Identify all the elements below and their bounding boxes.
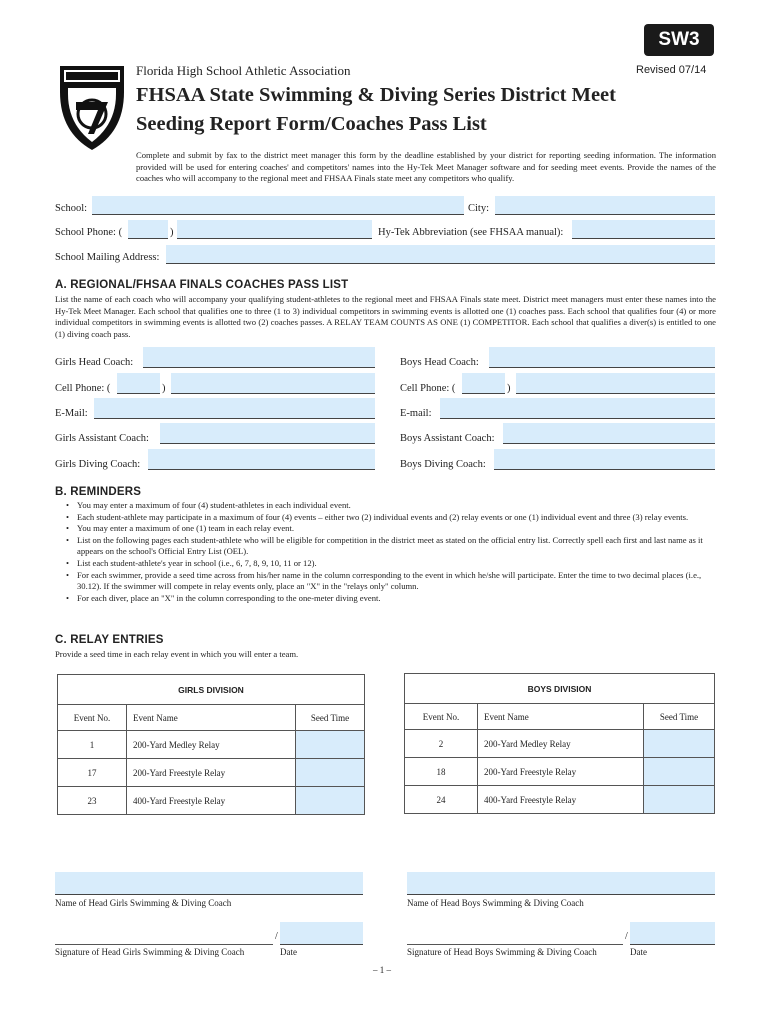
boys-email-field[interactable]: [440, 398, 715, 419]
girls-division-caption: GIRLS DIVISION: [58, 675, 365, 705]
boys-assistant-label: Boys Assistant Coach:: [400, 433, 495, 444]
reminder-item: • List on the following pages each student-athlete who will be eligible for competition in the district meet as stated on the official entry list. Correctly spell each first and last name as it appears on the school's Official Entry List (OEL).: [66, 535, 718, 558]
girls-cell-label: Cell Phone: (: [55, 383, 111, 394]
girls-signature-label: Signature of Head Girls Swimming & Diving Coach: [55, 947, 245, 957]
seed-time-input[interactable]: [296, 731, 365, 759]
hytek-field[interactable]: [572, 220, 715, 239]
girls-date-field[interactable]: [280, 922, 363, 945]
table-row: [58, 787, 365, 815]
mailing-address-field[interactable]: [166, 245, 715, 264]
boys-cell-area-field[interactable]: [462, 373, 505, 394]
girls-coach-name-label: Name of Head Girls Swimming & Diving Coach: [55, 898, 232, 908]
seed-time-input[interactable]: [296, 787, 365, 815]
school-label: School:: [55, 203, 88, 214]
boys-cell-label: Cell Phone: (: [400, 383, 456, 394]
reminder-item: • For each diver, place an "X" in the column corresponding to the one-meter diving event.: [66, 593, 718, 605]
hytek-label: Hy-Tek Abbreviation (see FHSAA manual):: [378, 227, 564, 238]
girls-cell-field[interactable]: [171, 373, 375, 394]
page-number: – 1 –: [373, 965, 391, 975]
girls-email-field[interactable]: [94, 398, 375, 419]
event-number: 17: [58, 759, 127, 787]
boys-signature-line[interactable]: [407, 944, 623, 945]
school-phone-area-field[interactable]: [128, 220, 168, 239]
table-row: [405, 730, 715, 758]
event-number: 18: [405, 758, 478, 786]
table-row: [405, 758, 715, 786]
section-a-heading: A. REGIONAL/FHSAA FINALS COACHES PASS LIST: [55, 279, 349, 291]
city-field[interactable]: [495, 196, 715, 215]
form-code-badge: [644, 24, 714, 56]
fhsaa-logo: [54, 62, 130, 154]
event-number: 2: [405, 730, 478, 758]
seed-time-input[interactable]: [296, 759, 365, 787]
boys-signature-label: Signature of Head Boys Swimming & Diving Coach: [407, 947, 597, 957]
table-row: [58, 731, 365, 759]
table-row: [58, 759, 365, 787]
boys-diving-field[interactable]: [494, 449, 715, 470]
event-name: 200-Yard Medley Relay: [127, 731, 296, 759]
girls-col-seed-time: Seed Time: [296, 705, 365, 731]
boys-coach-name-label: Name of Head Boys Swimming & Diving Coach: [407, 898, 584, 908]
form-title-line1: FHSAA State Swimming & Diving Series District Meet: [136, 84, 616, 106]
city-label: City:: [468, 203, 490, 214]
seed-time-input[interactable]: [644, 730, 715, 758]
section-a-text: List the name of each coach who will accompany your qualifying student-athletes to the regional meet and FHSAA Finals state meet. District meet managers must enter these names into the Hy-Tek Meet Manager. Each school that qualifies one to three (1 to 3) individual competitors in swimming events is allotted one (1) coaches pass. Each school that qualifies four (4) or more individual competitors in swimming events is allotted two (2) coaches passes. A RELAY TEAM COUNTS AS ONE (1) COMPETITOR. Each school that qualifies a diver(s) is entitled to one (1) diving coach pass.: [55, 294, 716, 339]
girls-date-slash: /: [275, 931, 278, 942]
school-field[interactable]: [92, 196, 464, 215]
event-name: 400-Yard Freestyle Relay: [478, 786, 644, 814]
revised-date: Revised 07/14: [636, 64, 707, 76]
section-c-text: Provide a seed time in each relay event in which you will enter a team.: [55, 649, 299, 659]
girls-date-label: Date: [280, 947, 297, 957]
boys-relay-table: [404, 673, 715, 814]
event-number: 23: [58, 787, 127, 815]
girls-assistant-label: Girls Assistant Coach:: [55, 433, 149, 444]
girls-col-event-name: Event Name: [127, 705, 296, 731]
event-name: 400-Yard Freestyle Relay: [127, 787, 296, 815]
girls-col-event-no: Event No.: [58, 705, 127, 731]
section-b-heading: B. REMINDERS: [55, 486, 142, 498]
girls-cell-area-field[interactable]: [117, 373, 160, 394]
intro-paragraph: Complete and submit by fax to the district meet manager this form by the deadline established by your district for reporting seeding information. The information provided will be used for entering coaches' and competitors' names into the Hy-Tek Meet Manager software and for seeding meet events. Provide the names of the coaches who will accompany to the regional meet and FHSAA Finals state meet any competitors who qualify.: [136, 150, 716, 184]
girls-diving-label: Girls Diving Coach:: [55, 459, 141, 470]
boys-col-event-no: Event No.: [405, 704, 478, 730]
seed-time-input[interactable]: [644, 786, 715, 814]
boys-head-coach-field[interactable]: [489, 347, 715, 368]
girls-diving-field[interactable]: [148, 449, 375, 470]
reminder-item: • List each student-athlete's year in school (i.e., 6, 7, 8, 9, 10, 11 or 12).: [66, 558, 718, 570]
reminder-item: • You may enter a maximum of one (1) team in each relay event.: [66, 523, 718, 535]
table-row: [405, 786, 715, 814]
reminders-list: [66, 500, 718, 604]
form-code: SW3: [658, 29, 700, 50]
girls-cell-close: ): [162, 383, 166, 394]
boys-col-seed-time: Seed Time: [644, 704, 715, 730]
reminder-item: • For each swimmer, provide a seed time across from his/her name in the column corresponding to the event in which he/she will participate. Enter the time to two decimal places (i.e., 30.12). If the swimmer will compete in relay events only, place an "X" in the "relays only" column.: [66, 570, 718, 593]
event-number: 1: [58, 731, 127, 759]
section-c-heading: C. RELAY ENTRIES: [55, 634, 164, 646]
girls-coach-name-field[interactable]: [55, 872, 363, 895]
reminder-item: • Each student-athlete may participate in a maximum of four (4) events – either two (2) individual events and (2) relay events or one (1) individual event and three (3) relay events.: [66, 512, 718, 524]
boys-division-caption: BOYS DIVISION: [405, 674, 715, 704]
girls-email-label: E-Mail:: [55, 408, 88, 419]
form-title-line2: Seeding Report Form/Coaches Pass List: [136, 113, 487, 135]
boys-col-event-name: Event Name: [478, 704, 644, 730]
boys-assistant-field[interactable]: [503, 423, 715, 444]
boys-coach-name-field[interactable]: [407, 872, 715, 895]
boys-diving-label: Boys Diving Coach:: [400, 459, 486, 470]
boys-date-field[interactable]: [630, 922, 715, 945]
girls-head-coach-label: Girls Head Coach:: [55, 357, 134, 368]
event-number: 24: [405, 786, 478, 814]
boys-date-label: Date: [630, 947, 647, 957]
boys-date-slash: /: [625, 931, 628, 942]
seed-time-input[interactable]: [644, 758, 715, 786]
organization-name: Florida High School Athletic Association: [136, 63, 351, 78]
girls-relay-table: [57, 674, 365, 815]
event-name: 200-Yard Freestyle Relay: [127, 759, 296, 787]
mailing-address-label: School Mailing Address:: [55, 252, 160, 263]
girls-signature-line[interactable]: [55, 944, 273, 945]
school-phone-label: School Phone: (: [55, 227, 123, 238]
girls-head-coach-field[interactable]: [143, 347, 375, 368]
event-name: 200-Yard Freestyle Relay: [478, 758, 644, 786]
event-name: 200-Yard Medley Relay: [478, 730, 644, 758]
school-phone-close: ): [170, 227, 174, 238]
boys-email-label: E-mail:: [400, 408, 432, 419]
reminder-item: • You may enter a maximum of four (4) student-athletes in each individual event.: [66, 500, 718, 512]
boys-head-coach-label: Boys Head Coach:: [400, 357, 479, 368]
school-phone-field[interactable]: [177, 220, 372, 239]
boys-cell-close: ): [507, 383, 511, 394]
boys-cell-field[interactable]: [516, 373, 715, 394]
girls-assistant-field[interactable]: [160, 423, 375, 444]
